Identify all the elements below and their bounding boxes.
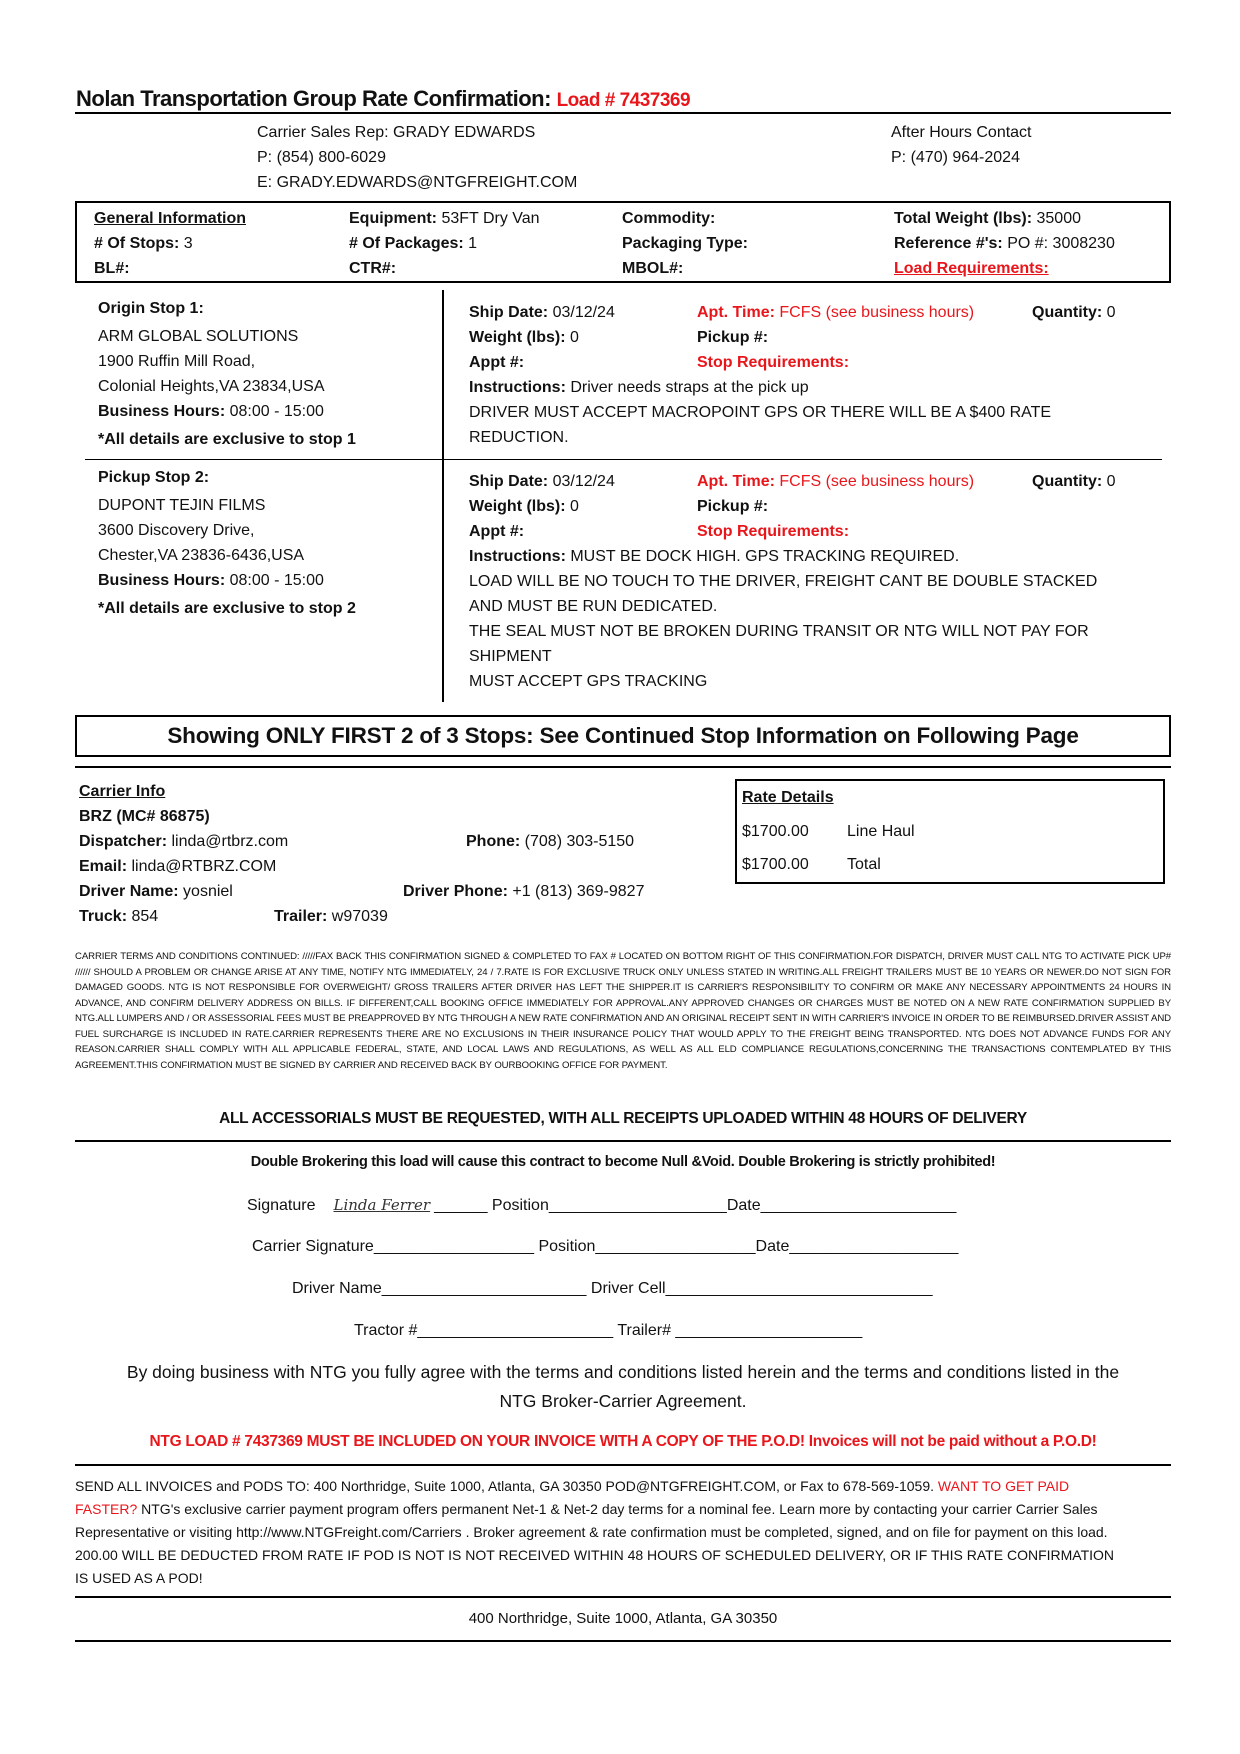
stop2-apt-time: Apt. Time: FCFS (see business hours) bbox=[697, 473, 975, 490]
divider bbox=[75, 1464, 1171, 1466]
stop2-exclusive-note: *All details are exclusive to stop 2 bbox=[98, 600, 356, 617]
divider bbox=[75, 1140, 1171, 1142]
driver-phone: Driver Phone: +1 (813) 369-9827 bbox=[403, 883, 645, 900]
stop-separator bbox=[85, 459, 1162, 460]
carrier-info-heading: Carrier Info bbox=[79, 783, 166, 800]
rate-description: Total bbox=[847, 856, 881, 873]
driver-name: Driver Name: yosniel bbox=[79, 883, 233, 900]
divider bbox=[75, 1640, 1171, 1642]
stop2-address2: Chester,VA 23836-6436,USA bbox=[98, 547, 305, 564]
stop1-appt: Appt #: bbox=[469, 354, 525, 371]
stop1-name: ARM GLOBAL SOLUTIONS bbox=[98, 328, 299, 345]
title-text: Nolan Transportation Group Rate Confirmation: bbox=[76, 86, 551, 111]
bl-number: BL#: bbox=[94, 260, 130, 277]
stop2-note: AND MUST BE RUN DEDICATED. bbox=[469, 598, 718, 615]
stop2-title: Pickup Stop 2: bbox=[98, 469, 210, 486]
signature-image: Linda Ferrer bbox=[333, 1196, 431, 1214]
footer-address: 400 Northridge, Suite 1000, Atlanta, GA 30350 bbox=[468, 1610, 778, 1627]
footer-line: FASTER? NTG's exclusive carrier payment program offers permanent Net-1 & Net-2 day terms for a nominal fee. Learn more by contacting your carrier Carrier Sales bbox=[75, 1501, 1098, 1517]
stops-count: # Of Stops: 3 bbox=[94, 235, 193, 252]
stop2-note: LOAD WILL BE NO TOUCH TO THE DRIVER, FREIGHT CANT BE DOUBLE STACKED bbox=[469, 573, 1098, 590]
signature-line: Signature Linda Ferrer ______ Position____________________Date______________________ bbox=[247, 1196, 957, 1214]
stop2-note: MUST ACCEPT GPS TRACKING bbox=[469, 673, 708, 690]
page-title bbox=[76, 86, 690, 112]
divider bbox=[75, 1596, 1171, 1598]
load-number: Load # 7437369 bbox=[556, 90, 691, 111]
stop2-weight: Weight (lbs): 0 bbox=[469, 498, 579, 515]
carrier-dispatcher: Dispatcher: linda@rtbrz.com bbox=[79, 833, 289, 850]
agreement-line1: By doing business with NTG you fully agree with the terms and conditions listed herein and the terms and conditions listed in the bbox=[126, 1362, 1120, 1382]
stop1-ship-date: Ship Date: 03/12/24 bbox=[469, 304, 615, 321]
stop2-note: THE SEAL MUST NOT BE BROKEN DURING TRANSIT OR NTG WILL NOT PAY FOR bbox=[469, 623, 1089, 640]
stop1-note: REDUCTION. bbox=[469, 429, 569, 446]
stops-banner: Showing ONLY FIRST 2 of 3 Stops: See Continued Stop Information on Following Page bbox=[75, 715, 1171, 757]
equipment: Equipment: 53FT Dry Van bbox=[349, 210, 540, 227]
mbol-number: MBOL#: bbox=[622, 260, 684, 277]
stop1-apt-time: Apt. Time: FCFS (see business hours) bbox=[697, 304, 975, 321]
stop2-hours: Business Hours: 08:00 - 15:00 bbox=[98, 572, 324, 589]
carrier-name: BRZ (MC# 86875) bbox=[79, 808, 210, 825]
stop2-instructions: Instructions: MUST BE DOCK HIGH. GPS TRACKING REQUIRED. bbox=[469, 548, 960, 565]
ctr-number: CTR#: bbox=[349, 260, 397, 277]
stop1-quantity: Quantity: 0 bbox=[1032, 304, 1116, 321]
stop1-stop-requirements: Stop Requirements: bbox=[697, 354, 850, 371]
rate-details-heading: Rate Details bbox=[742, 789, 834, 806]
reference-numbers: Reference #'s: PO #: 3008230 bbox=[894, 235, 1115, 252]
stop1-title: Origin Stop 1: bbox=[98, 300, 204, 317]
terms-and-conditions: CARRIER TERMS AND CONDITIONS CONTINUED: /////FAX BACK THIS CONFIRMATION SIGNED & COMPLETED TO FAX # LOCATED ON BOTTOM RIGHT OF THIS CONFIRMATION.FOR DISPATCH, DRIVER MUST CALL NTG TO ACTIVATE PICK UP# ////// SHOULD A PROBLEM OR CHANGE ARISE AT ANY TIME, NOTIFY NTG IMMEDIATELY, 24 / 7.RATE IS FOR EXCLUSIVE TRUCK ONLY UNLESS STATED IN WRITING.ALL FREIGHT TRAILERS MUST BE 10 YEARS OR NEWER.DO NOT SIGN FOR DAMAGED GOODS. NTG IS NOT RESPONSIBLE FOR OVERWEIGHT/ GROSS TRAILERS AFTER DRIVER HAS LEFT THE SHIPPER.IT IS CARRIER'S RESPONSIBILITY TO CONFIRM OR MAKE ANY NECESSARY APPOINTMENTS 24 HOURS IN ADVANCE, AND CONFIRM DELIVERY ADDRESS ON BILLS. IF DIFFERENT,CALL BOOKING OFFICE IMMEDIATELY FOR APPROVAL.ANY APPROVED CHANGES OR CHARGES MUST BE NOTED ON A NEW RATE CONFIRMATION SUPPLIED BY NTG.ALL LUMPERS AND / OR ASSESSORIAL FEES MUST BE PREAPPROVED BY NTG THROUGH A NEW RATE CONFIRMATION AND AN ORIGINAL RECEIPT SENT IN WITH CARRIER'S INVOICE IN ORDER TO BE REIMBURSED.DRIVER ASSIST AND FUEL SURCHARGE IS INCLUDED IN RATE.CARRIER REPRESENTS THERE ARE NO EXCLUSIONS IN THEIR INSURANCE POLICY THAT WOULD APPLY TO THE FREIGHT BEING TRANSPORTED. NTG DOES NOT ADVANCE FUNDS FOR ANY REASON.CARRIER SHALL COMPLY WITH ALL APPLICABLE FEDERAL, STATE, AND LOCAL LAWS AND REGULATIONS, AS WELL AS ALL ELD COMPLIANCE REGULATIONS,CONCERNING THE TRANSACTIONS CONTEMPLATED BY THIS AGREEMENT.THIS CONFIRMATION MUST BE SIGNED BY CARRIER AND RECEIVED BACK BY OURBOOKING OFFICE FOR PAYMENT. bbox=[75, 951, 1171, 1071]
trailer-number: Trailer: w97039 bbox=[274, 908, 388, 925]
stop2-ship-date: Ship Date: 03/12/24 bbox=[469, 473, 615, 490]
stop1-address1: 1900 Ruffin Mill Road, bbox=[98, 353, 256, 370]
stop2-note: SHIPMENT bbox=[469, 648, 552, 665]
driver-name-line[interactable]: Driver Name_______________________ Driver Cell______________________________ bbox=[292, 1280, 933, 1297]
carrier-signature-line[interactable]: Carrier Signature__________________ Position__________________Date___________________ bbox=[252, 1238, 959, 1255]
stop2-pickup-number: Pickup #: bbox=[697, 498, 769, 515]
truck-number: Truck: 854 bbox=[79, 908, 159, 925]
footer-line: SEND ALL INVOICES and PODS TO: 400 Northridge, Suite 1000, Atlanta, GA 30350 POD@NTGFREIGHT.COM, or Fax to 678-569-1059. WANT TO GET PAID bbox=[75, 1478, 1070, 1494]
invoice-notice: NTG LOAD # 7437369 MUST BE INCLUDED ON YOUR INVOICE WITH A COPY OF THE P.O.D! Invoices will not be paid without a P.O.D! bbox=[149, 1433, 1097, 1450]
rate-amount: $1700.00 bbox=[742, 823, 809, 840]
stop2-stop-requirements: Stop Requirements: bbox=[697, 523, 850, 540]
rate-amount: $1700.00 bbox=[742, 856, 809, 873]
stop2-address1: 3600 Discovery Drive, bbox=[98, 522, 255, 539]
stop2-name: DUPONT TEJIN FILMS bbox=[98, 497, 266, 514]
stop1-note: DRIVER MUST ACCEPT MACROPOINT GPS OR THERE WILL BE A $400 RATE bbox=[469, 404, 1052, 421]
double-brokering-notice: Double Brokering this load will cause this contract to become Null &Void. Double Brokering is strictly prohibited! bbox=[250, 1154, 996, 1170]
accessorials-notice: ALL ACCESSORIALS MUST BE REQUESTED, WITH ALL RECEIPTS UPLOADED WITHIN 48 HOURS OF DELIVERY bbox=[219, 1110, 1027, 1127]
stop1-instructions: Instructions: Driver needs straps at the pick up bbox=[469, 379, 809, 396]
rate-description: Line Haul bbox=[847, 823, 915, 840]
packaging-type: Packaging Type: bbox=[622, 235, 748, 252]
stop2-quantity: Quantity: 0 bbox=[1032, 473, 1116, 490]
load-requirements-link[interactable]: Load Requirements: bbox=[894, 260, 1049, 277]
packages: # Of Packages: 1 bbox=[349, 235, 478, 252]
tractor-trailer-line[interactable]: Tractor #______________________ Trailer# _____________________ bbox=[354, 1322, 863, 1339]
stop1-address2: Colonial Heights,VA 23834,USA bbox=[98, 378, 325, 395]
total-weight: Total Weight (lbs): 35000 bbox=[894, 210, 1081, 227]
footer-line: Representative or visiting http://www.NTGFreight.com/Carriers . Broker agreement & rate confirmation must be completed, signed, and on file for payment on this load. bbox=[75, 1524, 1108, 1540]
after-hours-label: After Hours Contact bbox=[891, 124, 1032, 141]
divider bbox=[75, 766, 1171, 768]
agreement-line2: NTG Broker-Carrier Agreement. bbox=[499, 1391, 747, 1411]
sales-rep-phone: P: (854) 800-6029 bbox=[257, 149, 386, 166]
after-hours-phone: P: (470) 964-2024 bbox=[891, 149, 1020, 166]
stop1-weight: Weight (lbs): 0 bbox=[469, 329, 579, 346]
footer-line: IS USED AS A POD! bbox=[75, 1570, 203, 1586]
footer-line: 200.00 WILL BE DEDUCTED FROM RATE IF POD IS NOT IS NOT RECEIVED WITHIN 48 HOURS OF SCHEDULED DELIVERY, OR IF THIS RATE CONFIRMATION bbox=[75, 1547, 1115, 1563]
carrier-email: Email: linda@RTBRZ.COM bbox=[79, 858, 277, 875]
commodity: Commodity: bbox=[622, 210, 716, 227]
carrier-phone: Phone: (708) 303-5150 bbox=[466, 833, 635, 850]
divider bbox=[75, 112, 1171, 114]
stop2-appt: Appt #: bbox=[469, 523, 525, 540]
sales-rep: Carrier Sales Rep: GRADY EDWARDS bbox=[257, 124, 536, 141]
stop-column-divider bbox=[442, 290, 444, 702]
general-info-heading: General Information bbox=[94, 210, 247, 227]
stop1-exclusive-note: *All details are exclusive to stop 1 bbox=[98, 431, 356, 448]
sales-rep-email: E: GRADY.EDWARDS@NTGFREIGHT.COM bbox=[257, 174, 578, 191]
stop1-hours: Business Hours: 08:00 - 15:00 bbox=[98, 403, 324, 420]
stop1-pickup-number: Pickup #: bbox=[697, 329, 769, 346]
